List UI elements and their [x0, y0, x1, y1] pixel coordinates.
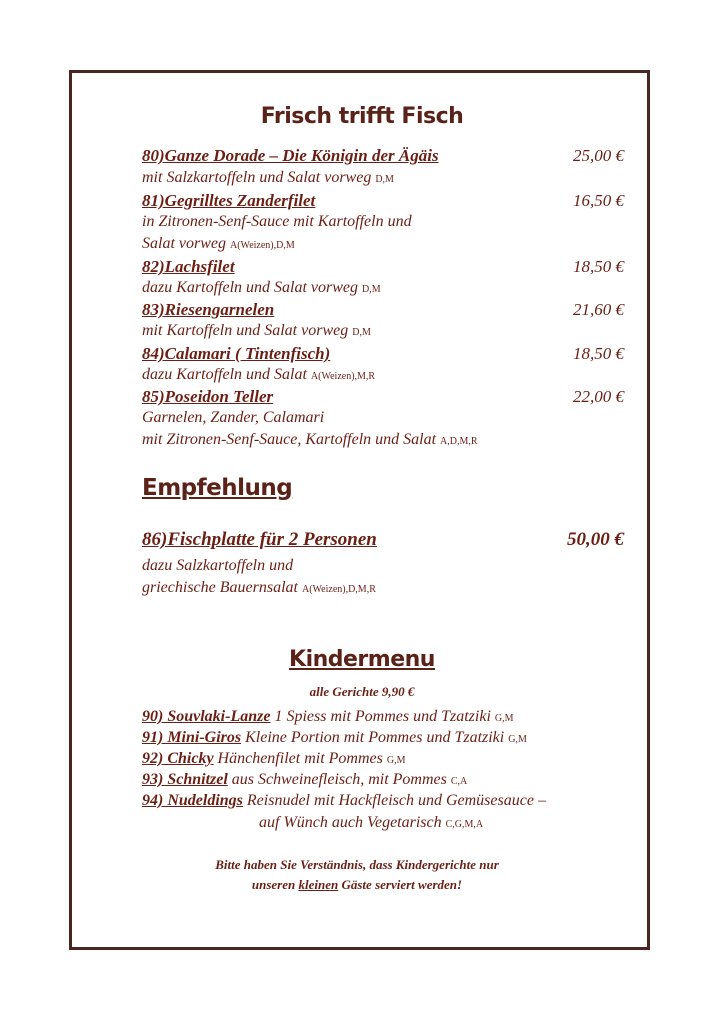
dish-description: griechische Bauernsalat A(Weizen),D,M,R [142, 579, 376, 596]
dish-title: 82)Lachsfilet [142, 257, 235, 276]
dish-price: 21,60 € [573, 300, 624, 319]
kids-dish-title: 91) Mini-Giros [142, 729, 242, 746]
list-item [142, 771, 467, 789]
kids-dish-title: 90) Souvlaki-Lanze [142, 708, 271, 725]
dish-price: 18,50 € [573, 344, 624, 363]
allergen-codes: D,M [375, 174, 394, 185]
dish-title: 80)Ganze Dorade – Die Königin der Ägäis [142, 146, 439, 165]
section-heading-kids: Kindermenu [289, 647, 435, 672]
allergen-codes: G,M [508, 734, 527, 745]
dish-price: 18,50 € [573, 257, 624, 276]
kids-note-line1: Bitte haben Sie Verständnis, dass Kindergerichte nur [215, 857, 499, 872]
dish-title: 84)Calamari ( Tintenfisch) [142, 344, 331, 363]
section-heading-fish: Frisch trifft Fisch [260, 104, 464, 129]
allergen-codes: C,G,M,A [445, 819, 484, 830]
section-heading-recommendation: Empfehlung [142, 475, 293, 501]
dish-description: dazu Kartoffeln und Salat A(Weizen),M,R [142, 366, 376, 383]
dish-price: 25,00 € [573, 146, 624, 165]
kids-note-line2: unseren kleinen Gäste serviert werden! [251, 877, 463, 892]
kids-dish-description: Hänchenfilet mit Pommes [213, 750, 387, 767]
list-item [142, 750, 405, 768]
kids-dish-description: 1 Spiess mit Pommes und Tzatziki [270, 708, 495, 725]
list-item [142, 708, 514, 726]
kids-dish-description: Reisnudel mit Hackfleisch und Gemüsesauce – [242, 792, 546, 809]
kids-dish-description: Kleine Portion mit Pommes und Tzatziki [241, 729, 509, 746]
kids-dish-title: 94) Nudeldings [142, 792, 243, 809]
dish-description: dazu Kartoffeln und Salat vorweg D,M [142, 279, 381, 296]
allergen-codes: A(Weizen),M,R [310, 371, 376, 382]
dish-description: Garnelen, Zander, Calamari [142, 409, 325, 426]
allergen-codes: A(Weizen),D,M [230, 240, 295, 251]
dish-description: Salat vorweg A(Weizen),D,M [142, 235, 295, 252]
allergen-codes: C,A [450, 776, 468, 787]
dish-price: 22,00 € [573, 387, 624, 406]
dish-title: 81)Gegrilltes Zanderfilet [142, 191, 316, 210]
allergen-codes: G,M [494, 713, 514, 724]
allergen-codes: D,M [362, 284, 381, 295]
allergen-codes: D,M [352, 327, 371, 338]
dish-description: mit Salzkartoffeln und Salat vorweg D,M [142, 169, 394, 186]
dish-description: dazu Salzkartoffeln und [142, 557, 294, 574]
allergen-codes: A,D,M,R [440, 436, 478, 447]
allergen-codes: G,M [386, 755, 406, 766]
dish-description: mit Kartoffeln und Salat vorweg D,M [142, 322, 371, 339]
dish-description: in Zitronen-Senf-Sauce mit Kartoffeln und [142, 213, 412, 230]
kids-dish-title: 92) Chicky [142, 750, 214, 767]
dish-price: 50,00 € [567, 529, 624, 550]
dish-price: 16,50 € [573, 191, 624, 210]
dish-title: 85)Poseidon Teller [142, 387, 274, 406]
kids-dish-title: 93) Schnitzel [142, 771, 228, 788]
dish-description: mit Zitronen-Senf-Sauce, Kartoffeln und Salat A,D,M,R [142, 431, 478, 448]
dish-title: 86)Fischplatte für 2 Personen [142, 529, 377, 550]
list-item-continuation: auf Wünch auch Vegetarisch C,G,M,A [259, 814, 484, 831]
allergen-codes: A(Weizen),D,M,R [301, 584, 376, 595]
list-item [142, 792, 546, 810]
list-item [142, 729, 527, 747]
kids-subtitle: alle Gerichte 9,90 € [309, 684, 415, 699]
kids-dish-description: aus Schweinefleisch, mit Pommes [227, 771, 451, 788]
dish-title: 83)Riesengarnelen [142, 300, 275, 319]
kids-note-emphasis: kleinen [298, 877, 339, 892]
